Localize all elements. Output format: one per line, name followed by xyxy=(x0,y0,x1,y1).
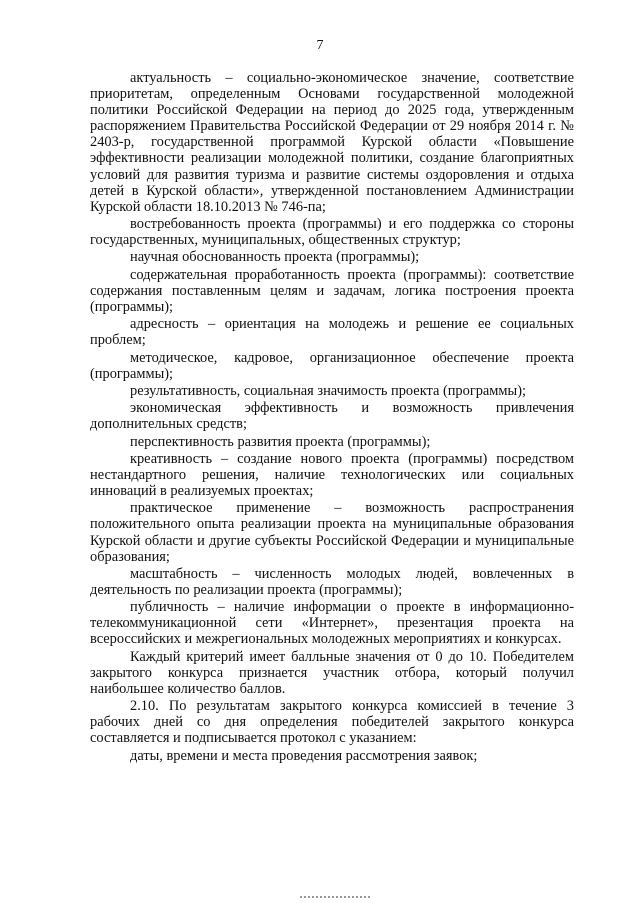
paragraph-publicity: публичность – наличие информации о проекте в информационно-телекоммуникационной сети «Интернет», презентация проекта на всероссийских и межрегиональных молодежных мероприятиях и конкурсах. xyxy=(90,599,574,648)
paragraph-section-2-10: 2.10. По результатам закрытого конкурса комиссией в течение 3 рабочих дней со дня определения победителей закрытого конкурса составляется и подписывается протокол с указанием: xyxy=(90,698,574,747)
paragraph-dates: даты, времени и места проведения рассмотрения заявок; xyxy=(130,747,478,764)
paragraph-scale: масштабность – численность молодых людей, вовлеченных в деятельность по реализации проекта (программы); xyxy=(90,565,574,598)
paragraph-targeting: адресность – ориентация на молодежь и решение ее социальных проблем; xyxy=(90,316,574,349)
page-number: 7 xyxy=(316,38,324,53)
paragraph-relevance: актуальность – социально-экономическое значение, соответствие приоритетам, определенным Основами государственной молодежной политики Российской Федерации на период до 2025 года, утвержденным распоряжением Правительства Российской Федерации от 29 ноября 2014 г. № 2403-р, государственной программой Курской области «Повышение эффективности реализации молодежной политики, создание благоприятных условий для развития туризма и развитие системы оздоровления и отдыха детей в Курской области», утвержденной постановлением Администрации Курской области 18.10.2013 № 746-па; xyxy=(90,70,574,215)
paragraph-scientific: научная обоснованность проекта (программы); xyxy=(130,249,420,266)
paragraph-scoring: Каждый критерий имеет балльные значения от 0 до 10. Победителем закрытого конкурса признается участник отбора, который получил наибольшее количество баллов. xyxy=(90,648,574,697)
paragraph-effectiveness: результативность, социальная значимость проекта (программы); xyxy=(130,382,526,399)
paragraph-practical: практическое применение – возможность распространения положительного опыта реализации проекта на муниципальные образования Курской области и другие субъекты Российской Федерации и муниципальные образования; xyxy=(90,500,574,565)
paragraph-methodical: методическое, кадровое, организационное обеспечение проекта (программы); xyxy=(90,349,574,382)
paragraph-prospects: перспективность развития проекта (программы); xyxy=(130,433,431,450)
paragraph-demand: востребованность проекта (программы) и его поддержка со стороны государственных, муниципальных, общественных структур; xyxy=(90,216,574,249)
paragraph-creativity: креативность – создание нового проекта (программы) посредством нестандартного решения, наличие технологических или социальных инноваций в реализуемых проектах; xyxy=(90,450,574,500)
document-body xyxy=(90,70,574,764)
paragraph-content: содержательная проработанность проекта (программы): соответствие содержания поставленным целям и задачам, логика построения проекта (программы); xyxy=(90,266,574,315)
paragraph-economic: экономическая эффективность и возможность привлечения дополнительных средств; xyxy=(90,400,574,433)
footer-scan-mark xyxy=(300,896,370,902)
